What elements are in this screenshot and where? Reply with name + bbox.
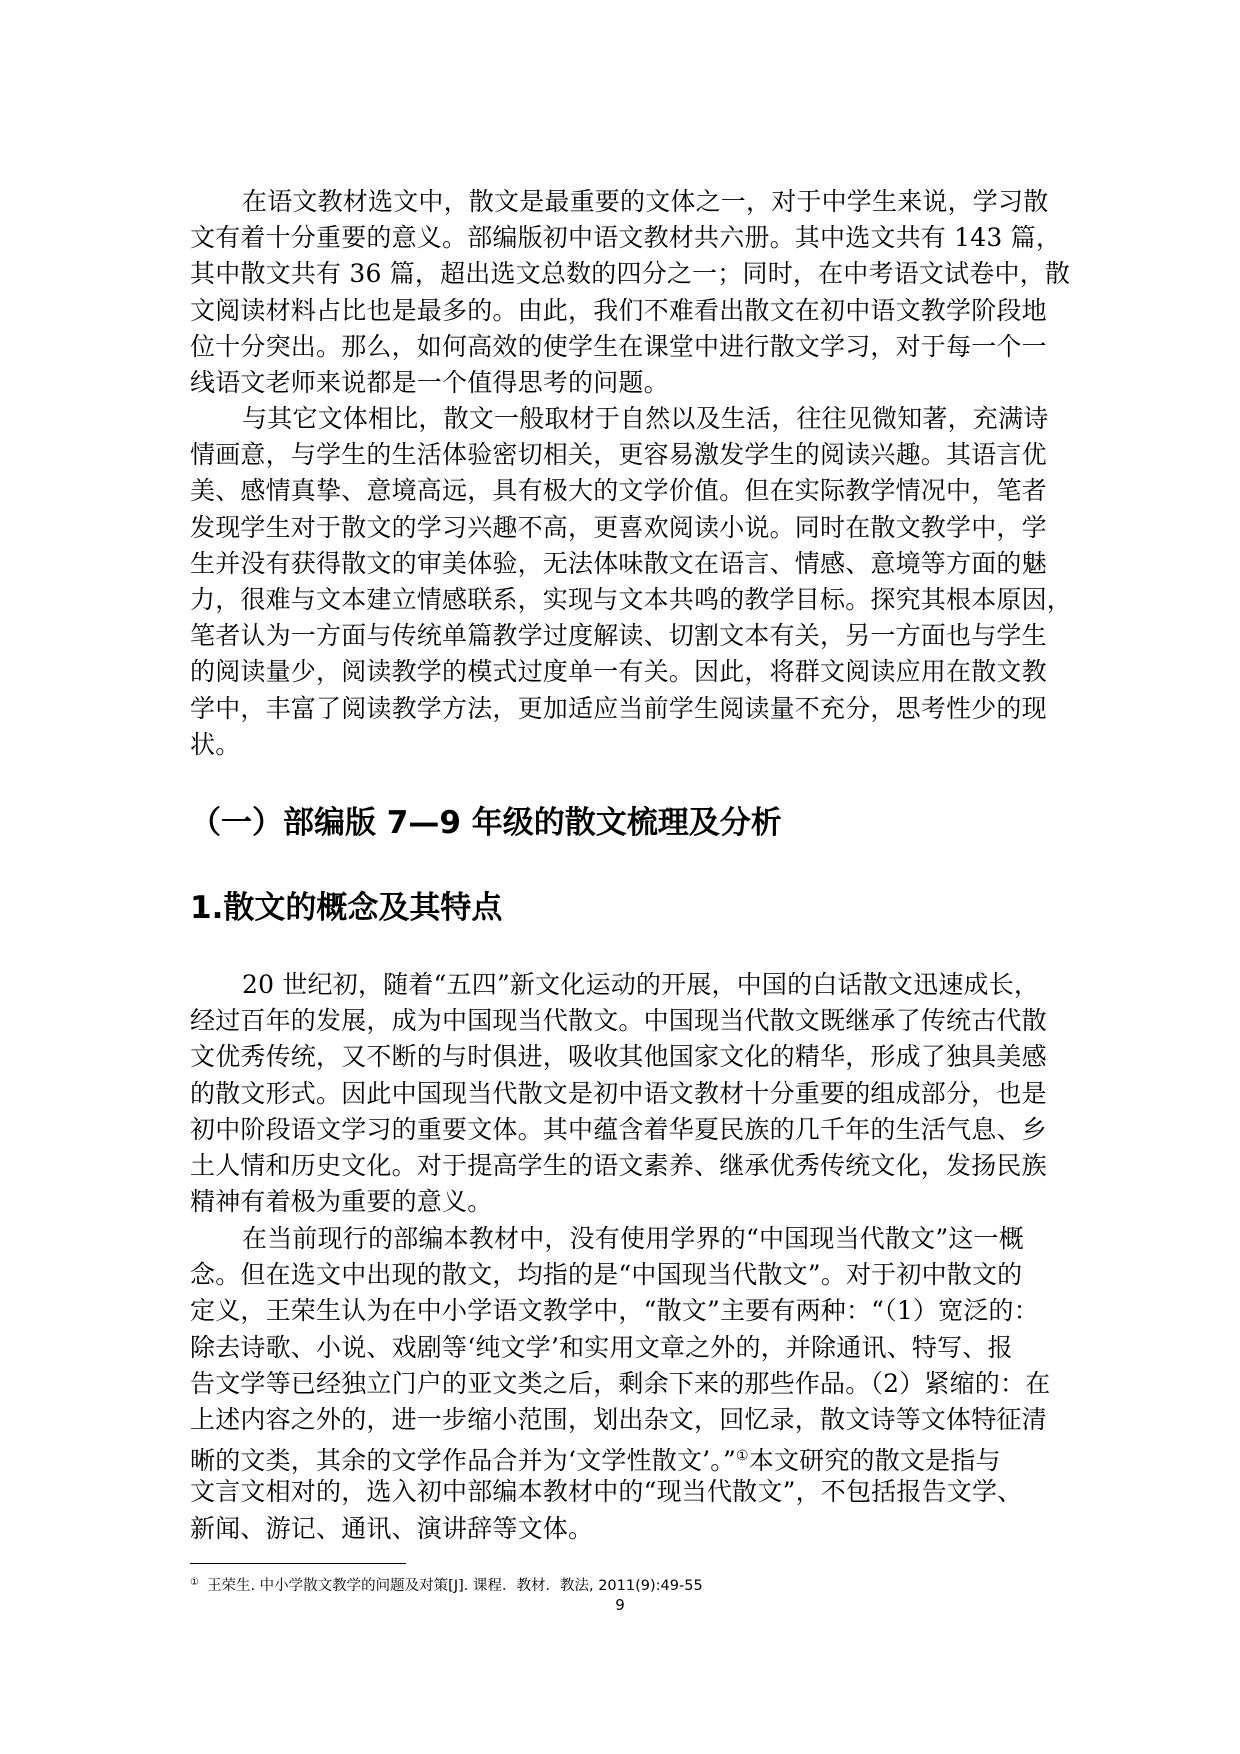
text-line: 初中阶段语文学习的重要文体。其中蕴含着华夏民族的几千年的生活气息、乡: [190, 1114, 1047, 1144]
text-line: [190, 1438, 1060, 1474]
text-line: 文言文相对的，选入初中部编本教材中的“现当代散文”，不包括报告文学、: [190, 1477, 1023, 1507]
footnote-reference[interactable]: ①: [735, 1448, 749, 1465]
text-line: 精神有着极为重要的意义。: [190, 1187, 493, 1217]
page-number: 9: [615, 1596, 625, 1614]
text-line: 发现学生对于散文的学习兴趣不高，更喜欢阅读小说。同时在散文教学中，学: [190, 512, 1047, 542]
text-line: 在当前现行的部编本教材中，没有使用学界的“中国现当代散文”这一概: [242, 1224, 1024, 1253]
text-line: 的阅读量少，阅读教学的模式过度单一有关。因此，将群文阅读应用在散文教: [190, 657, 1047, 687]
text-line: 与其它文体相比，散文一般取材于自然以及生活，往往见微知著，充满诗: [242, 404, 1049, 433]
text-line: 生并没有获得散文的审美体验，无法体味散文在语言、情感、意境等方面的魅: [190, 548, 1047, 578]
section-heading: （一）部编版 7—9 年级的散文梳理及分析: [190, 805, 782, 841]
paragraph-intro: [190, 184, 1071, 401]
text-line: 文优秀传统，又不断的与时俱进，吸收其他国家文化的精华，形成了独具美感: [190, 1042, 1047, 1072]
text-line: 其中散文共有 36 篇，超出选文总数的四分之一；同时，在中考语文试卷中，散: [190, 259, 1071, 289]
text-line: 情画意，与学生的生活体验密切相关，更容易激发学生的阅读兴趣。其语言优: [190, 440, 1047, 470]
paragraph-history: [190, 967, 1060, 1220]
text-line: 文阅读材料占比也是最多的。由此，我们不难看出散文在初中语文教学阶段地: [190, 295, 1047, 325]
text-line: 状。: [190, 729, 241, 759]
text-line: 土人情和历史文化。对于提高学生的语文素养、继承优秀传统文化，发扬民族: [190, 1150, 1047, 1180]
text-line: 线语文老师来说都是一个值得思考的问题。: [190, 367, 669, 397]
footnote-divider: [190, 1563, 406, 1564]
text-line: 美、感情真挚、意境高远，具有极大的文学价值。但在实际教学情况中，笔者: [190, 476, 1047, 506]
footnote: [190, 1574, 703, 1595]
footnote-text: 王荣生. 中小学散文教学的问题及对策[J]. 课程．教材．教法, 2011(9):49-55: [206, 1578, 703, 1594]
text-line: 新闻、游记、通讯、演讲辞等文体。: [190, 1513, 594, 1543]
text-line: 定义，王荣生认为在中小学语文教学中，“散文”主要有两种：“（1）宽泛的：: [190, 1296, 1039, 1326]
text-segment: 本文研究的散文是指与: [748, 1446, 1001, 1476]
text-line: 20 世纪初，随着“五四”新文化运动的开展，中国的白话散文迅速成长，: [242, 970, 1040, 999]
text-line: 念。但在选文中出现的散文，均指的是“中国现当代散文”。对于初中散文的: [190, 1260, 1023, 1290]
text-line: 告文学等已经独立门户的亚文类之后，剩余下来的那些作品。（2）紧缩的：在: [190, 1368, 1051, 1398]
text-line: 在语文教材选文中，散文是最重要的文体之一，对于中学生来说，学习散: [242, 187, 1049, 216]
text-line: 文有着十分重要的意义。部编版初中语文教材共六册。其中选文共有 143 篇，: [190, 223, 1062, 253]
text-line: 笔者认为一方面与传统单篇教学过度解读、切割文本有关，另一方面也与学生: [190, 621, 1047, 651]
text-segment: 晰的文类，其余的文学作品合并为‘文学性散文’。”: [190, 1446, 736, 1476]
text-line: 的散文形式。因此中国现当代散文是初中语文教材十分重要的组成部分，也是: [190, 1078, 1047, 1108]
text-line: 学中，丰富了阅读教学方法，更加适应当前学生阅读量不充分，思考性少的现: [190, 693, 1047, 723]
paragraph-definition: [190, 1221, 1060, 1547]
text-line: 位十分突出。那么，如何高效的使学生在课堂中进行散文学习，对于每一个一: [190, 331, 1047, 361]
paragraph-comparison: [190, 401, 1073, 763]
text-line: 除去诗歌、小说、戏剧等‘纯文学’和实用文章之外的，并除通讯、特写、报: [190, 1332, 1013, 1362]
footnote-marker: ①: [190, 1577, 199, 1588]
text-line: 上述内容之外的，进一步缩小范围，划出杂文，回忆录，散文诗等文体特征清: [190, 1404, 1047, 1434]
text-line: 力，很难与文本建立情感联系，实现与文本共鸣的教学目标。探究其根本原因，: [190, 584, 1073, 614]
text-line: 经过百年的发展，成为中国现当代散文。中国现当代散文既继承了传统古代散: [190, 1006, 1047, 1036]
subsection-heading: 1.散文的概念及其特点: [190, 890, 503, 926]
